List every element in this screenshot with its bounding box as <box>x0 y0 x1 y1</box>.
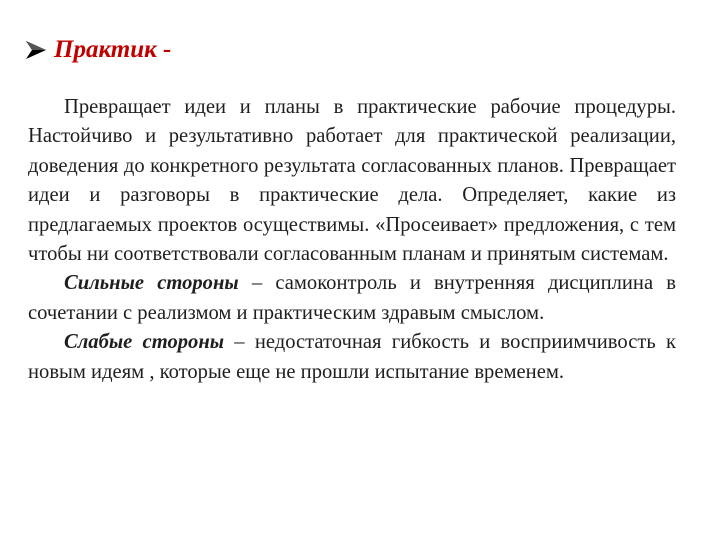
description-paragraph: Превращает идеи и планы в практические рабочие процедуры. Настойчиво и результативно работает для практической реализации, доведения до конкретного результата согласованных планов. Превращает идеи и разговоры в практические дела. Определяет, какие из предлагаемых проектов осуществимы. «Просеивает» предложения, с тем чтобы ни соответствовали согласованным планам и принятым системам. <box>28 96 676 266</box>
strengths-paragraph <box>28 269 676 328</box>
strengths-term: Сильные стороны <box>64 272 239 295</box>
heading-title: Практик - <box>54 36 172 63</box>
weaknesses-paragraph <box>28 328 676 387</box>
weaknesses-text: – недостаточная гибкость и восприимчивость к новым идеям , которые еще не прошли испытание временем. <box>28 331 676 383</box>
arrow-bullet-icon <box>24 38 48 62</box>
slide-heading <box>24 36 171 64</box>
strengths-text: – самоконтроль и внутренняя дисциплина в сочетании с реализмом и практическим здравым смыслом. <box>28 272 676 324</box>
body-text <box>28 93 676 387</box>
weaknesses-term: Слабые стороны <box>64 331 225 354</box>
